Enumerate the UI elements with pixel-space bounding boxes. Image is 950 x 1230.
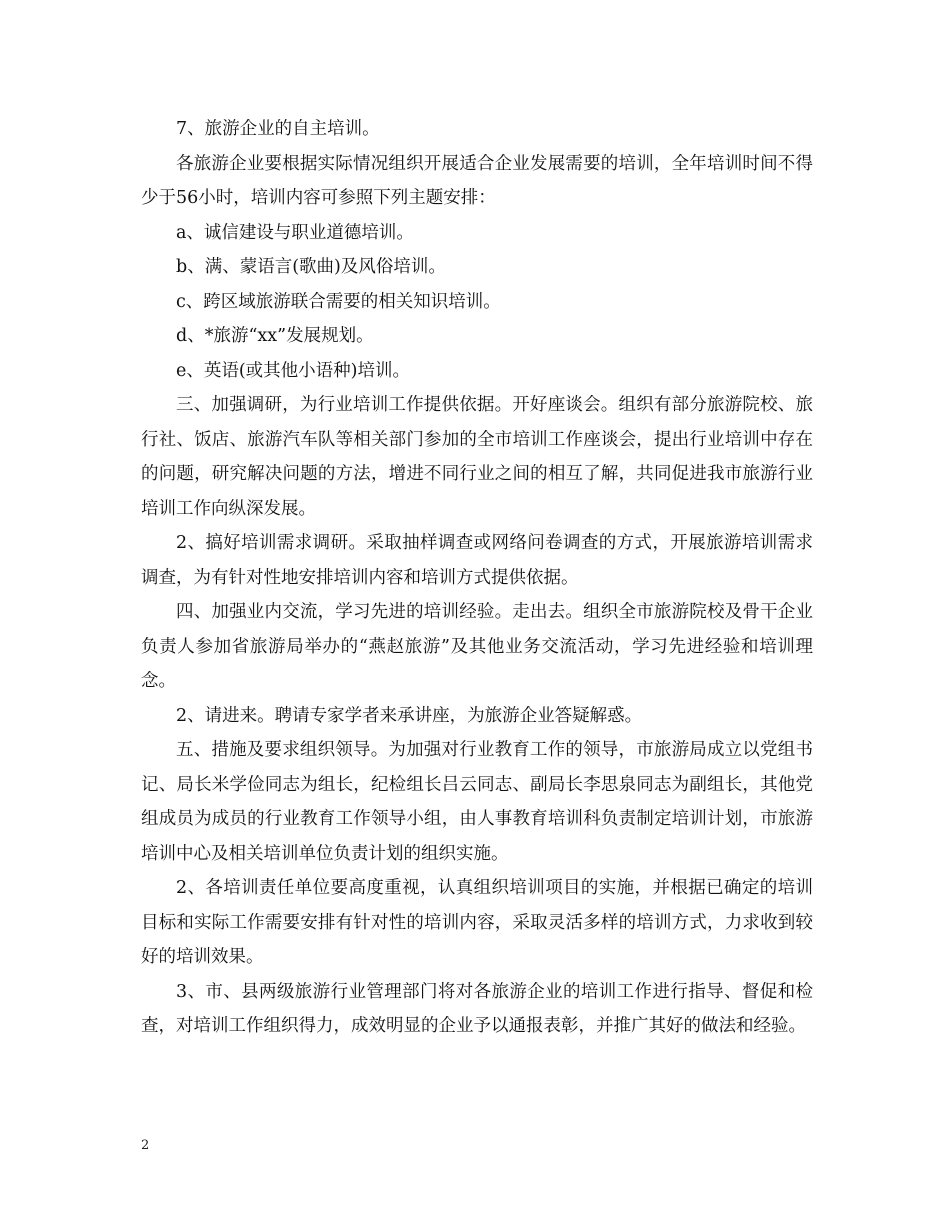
list-item: b、满、蒙语言(歌曲)及风俗培训。 [176,257,446,277]
page-number: 2 [141,1138,150,1153]
paragraph: 7、旅游企业的自主培训。 [176,119,380,139]
paragraph: 3、市、县两级旅游行业管理部门将对各旅游企业的培训工作进行指导、督促和检查，对培训工作组织得力，成效明显的企业予以通报表彰，并推广其好的做法和经验。 [141,981,813,1036]
list-item: e、英语(或其他小语种)培训。 [176,360,411,381]
paragraph: 五、措施及要求组织领导。为加强对行业教育工作的领导，市旅游局成立以党组书记、局长米学俭同志为组长，纪检组长吕云同志、副局长李思泉同志为副组长，其他党组成员为成员的行业教育工作领导小组，由人事教育培训科负责制定培训计划，市旅游培训中心及相关培训单位负责计划的组织实施。 [141,740,813,864]
paragraph: 2、各培训责任单位要高度重视，认真组织培训项目的实施，并根据已确定的培训目标和实际工作需要安排有针对性的培训内容，采取灵活多样的培训方式，力求收到较好的培训效果。 [141,878,813,967]
paragraph: 2、搞好培训需求调研。采取抽样调查或网络问卷调查的方式，开展旅游培训需求调查，为有针对性地安排培训内容和培训方式提供依据。 [141,533,813,588]
paragraph: 2、请进来。聘请专家学者来承讲座，为旅游企业答疑解惑。 [176,705,643,726]
document-body [141,112,813,1044]
list-item: c、跨区域旅游联合需要的相关知识培训。 [176,291,501,312]
list-item: d、*旅游“xx”发展规划。 [176,326,374,346]
list-item: a、诚信建设与职业道德培训。 [176,222,414,243]
paragraph: 三、加强调研，为行业培训工作提供依据。开好座谈会。组织有部分旅游院校、旅行社、饭店、旅游汽车队等相关部门参加的全市培训工作座谈会，提出行业培训中存在的问题，研究解决问题的方法，增进不同行业之间的相互了解，共同促进我市旅游行业培训工作向纵深发展。 [141,395,813,519]
paragraph: 各旅游企业要根据实际情况组织开展适合企业发展需要的培训，全年培训时间不得少于56小时，培训内容可参照下列主题安排： [141,153,813,208]
paragraph: 四、加强业内交流，学习先进的培训经验。走出去。组织全市旅游院校及骨干企业负责人参加省旅游局举办的“燕赵旅游”及其他业务交流活动，学习先进经验和培训理念。 [141,602,813,691]
